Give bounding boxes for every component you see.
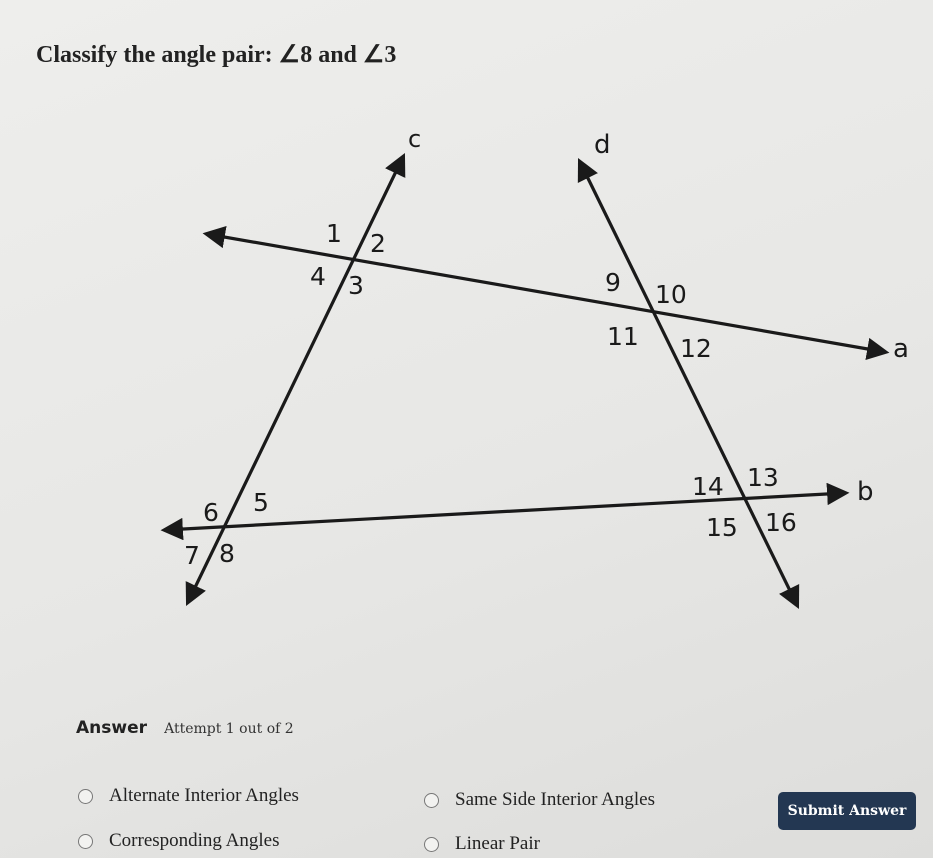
angle-a-label: ∠8 — [278, 42, 313, 68]
angle-label-15: 15 — [706, 513, 738, 542]
radio-button[interactable] — [424, 837, 439, 852]
angle-label-8: 8 — [219, 539, 235, 568]
angle-label-1: 1 — [326, 219, 342, 248]
option-corresponding[interactable] — [78, 830, 279, 852]
answer-label: Answer — [76, 718, 147, 738]
angle-label-10: 10 — [655, 280, 687, 309]
angle-label-4: 4 — [310, 262, 326, 291]
conjunction: and — [318, 42, 357, 68]
angle-label-7: 7 — [184, 541, 200, 570]
angle-label-6: 6 — [203, 498, 219, 527]
answer-header — [76, 718, 294, 738]
angle-label-2: 2 — [370, 229, 386, 258]
option-linear-pair[interactable] — [424, 833, 540, 855]
line-label-a: a — [893, 334, 909, 364]
option-label: Alternate Interior Angles — [109, 785, 299, 806]
option-label: Same Side Interior Angles — [455, 789, 655, 810]
option-alternate-interior[interactable] — [78, 785, 299, 807]
line-label-b: b — [857, 477, 874, 507]
angle-label-3: 3 — [348, 271, 364, 300]
question-text: Classify the angle pair: — [36, 42, 273, 68]
angle-label-12: 12 — [680, 334, 712, 363]
angle-label-13: 13 — [747, 463, 779, 492]
angle-label-9: 9 — [605, 268, 621, 297]
line-d — [580, 162, 797, 605]
line-c — [188, 157, 403, 602]
radio-button[interactable] — [78, 834, 93, 849]
angle-label-11: 11 — [607, 322, 639, 351]
option-label: Linear Pair — [455, 833, 540, 854]
angle-label-14: 14 — [692, 472, 724, 501]
option-label: Corresponding Angles — [109, 830, 280, 851]
line-label-c: c — [408, 125, 422, 153]
angle-b-label: ∠3 — [362, 42, 397, 68]
line-a — [207, 234, 885, 352]
line-label-d: d — [594, 130, 611, 160]
option-same-side-interior[interactable] — [424, 789, 655, 811]
attempt-counter: Attempt 1 out of 2 — [164, 721, 294, 737]
angle-label-16: 16 — [765, 508, 797, 537]
submit-answer-button[interactable]: Submit Answer — [778, 792, 916, 830]
radio-button[interactable] — [78, 789, 93, 804]
radio-button[interactable] — [424, 793, 439, 808]
angle-label-5: 5 — [253, 488, 269, 517]
